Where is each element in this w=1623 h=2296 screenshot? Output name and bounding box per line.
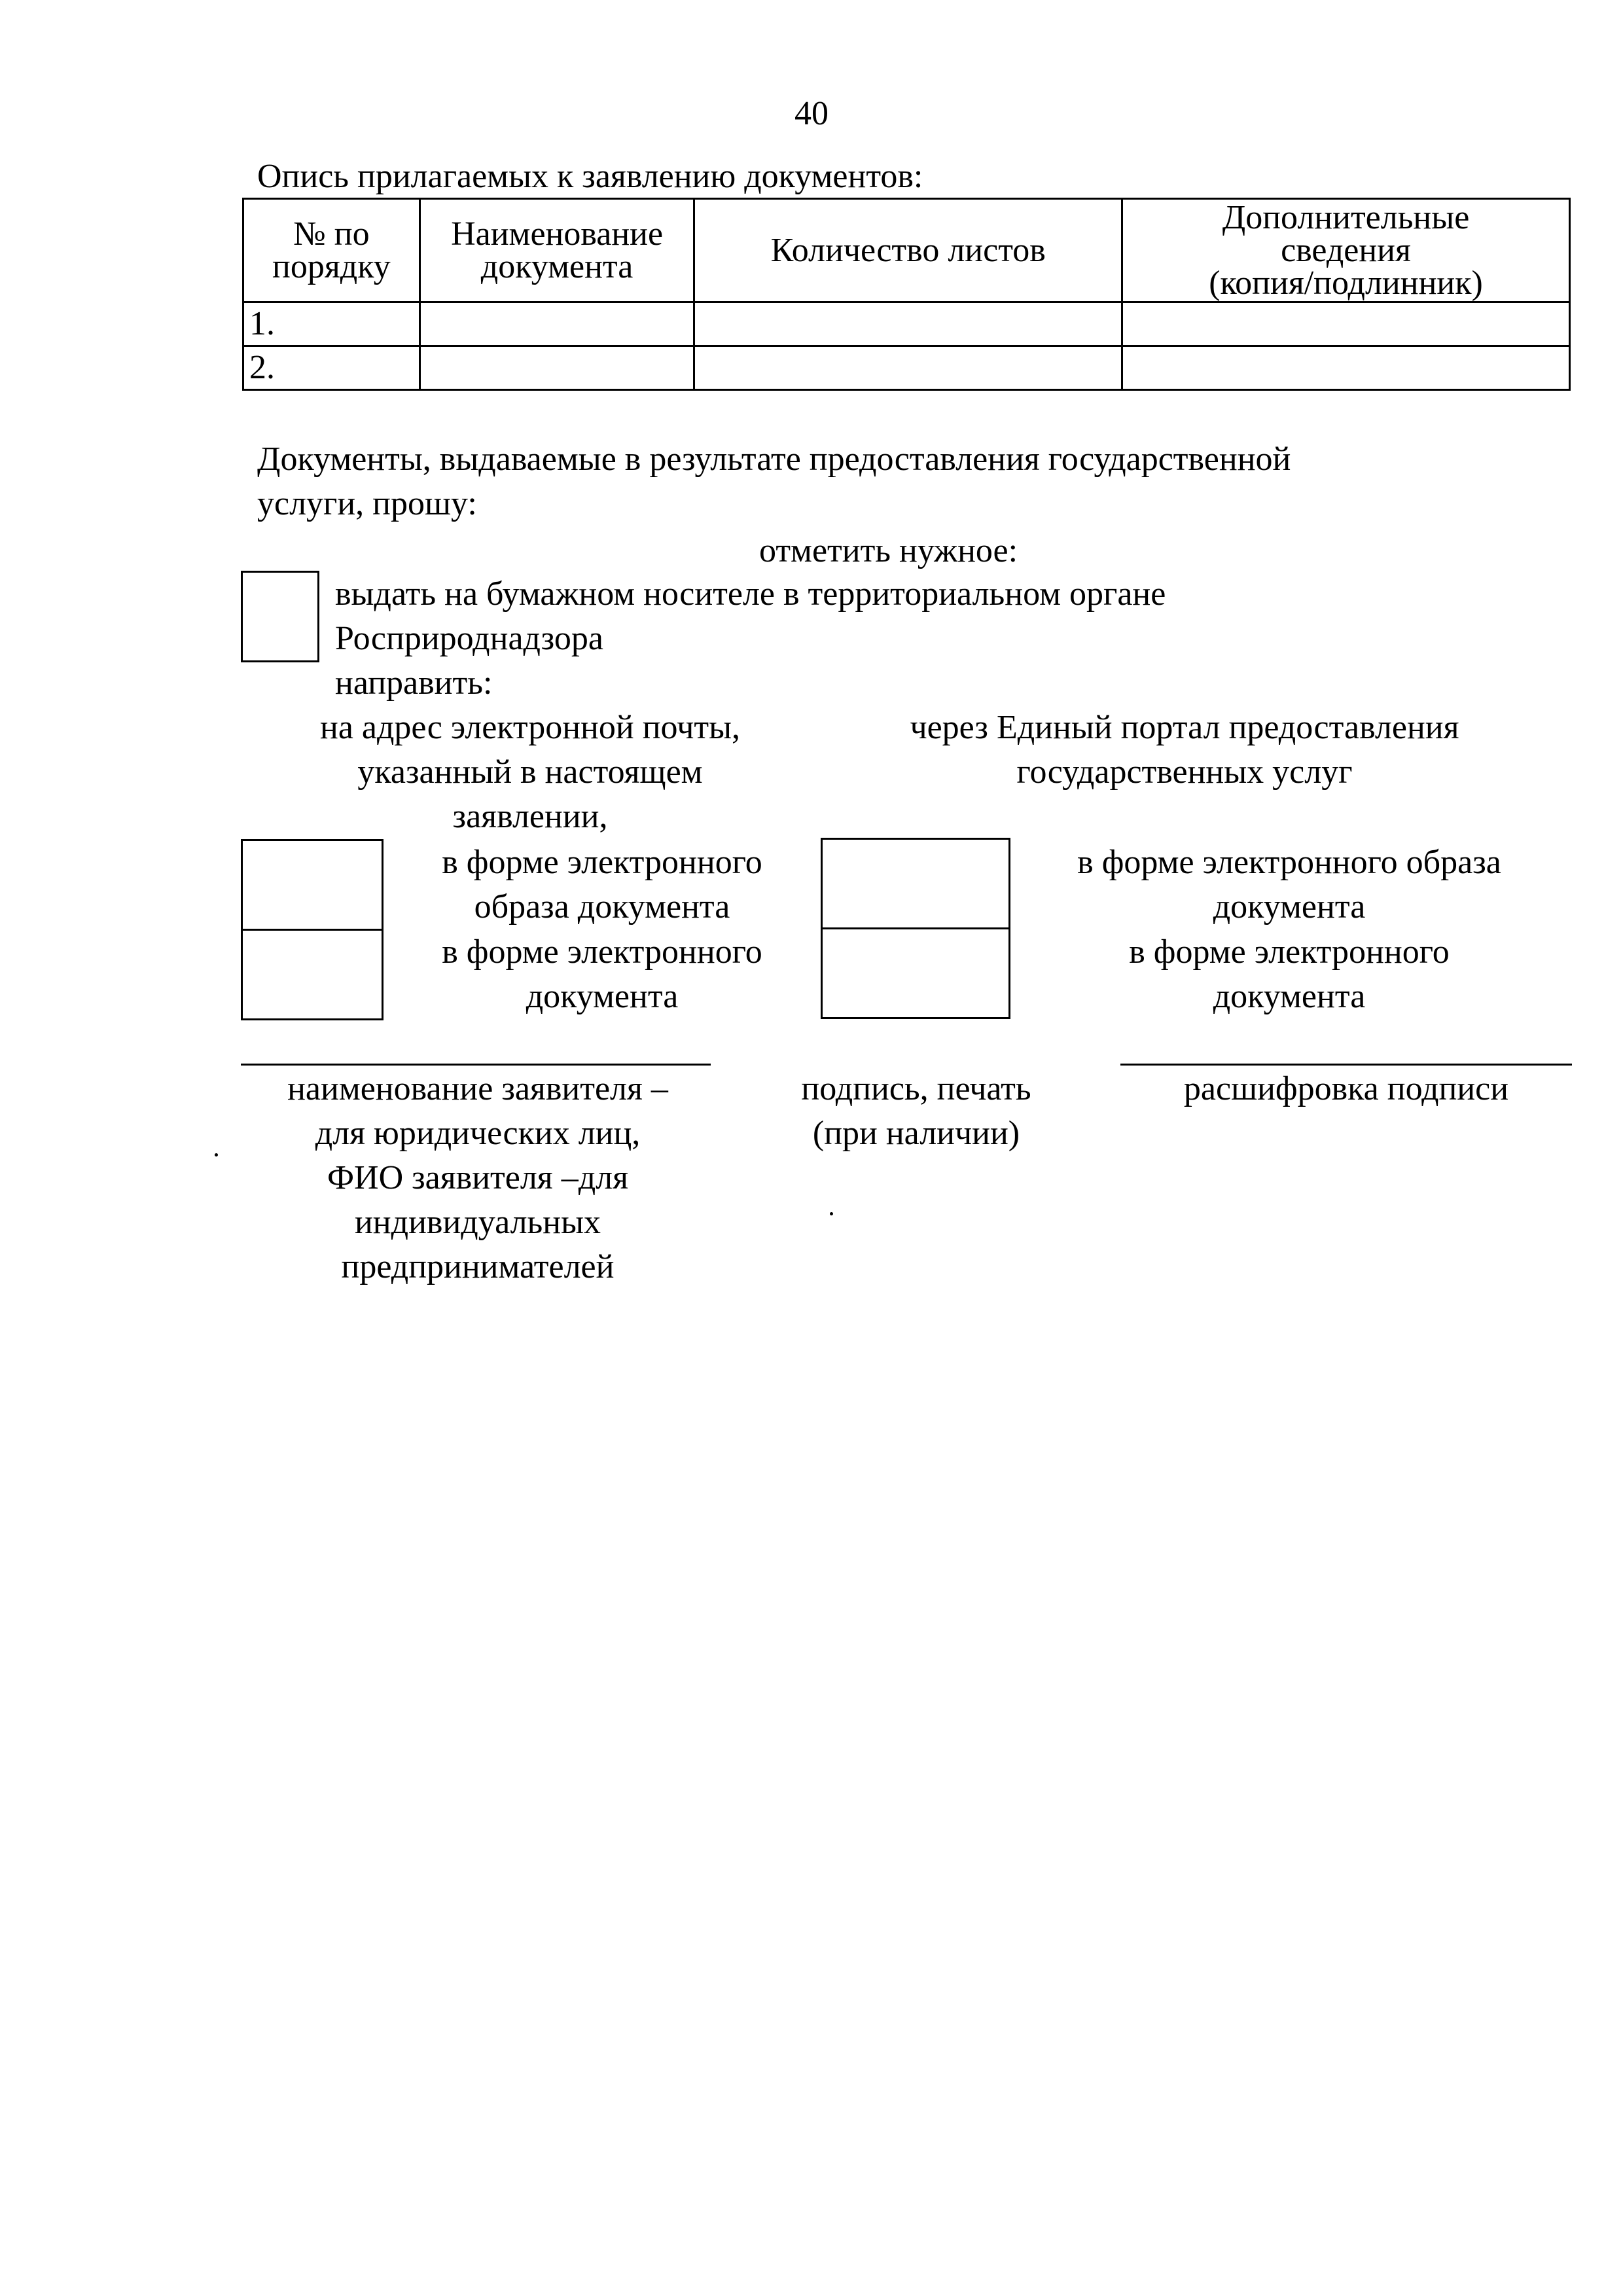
header-sheet-count: Количество листов: [694, 199, 1122, 302]
applicant-caption: наименование заявителя – для юридических лиц, ФИО заявителя –для индивидуальных предпринимателей: [287, 1070, 668, 1285]
row-extra-info[interactable]: [1122, 346, 1570, 390]
issuance-intro-line2: услуги, прошу:: [257, 485, 477, 522]
email-document-label: в форме электронного документа: [442, 933, 762, 1015]
table-row: [243, 346, 1570, 390]
portal-document-checkbox[interactable]: [821, 927, 1010, 1019]
row-doc-name[interactable]: [419, 302, 694, 346]
applicant-signature-line: [241, 1064, 711, 1066]
page-number: 40: [794, 95, 829, 132]
row-sheet-count[interactable]: [694, 302, 1122, 346]
scan-speck: [215, 1153, 218, 1157]
header-doc-name: Наименование документа: [419, 199, 694, 302]
row-number: 1.: [243, 302, 420, 346]
table-row: [243, 302, 1570, 346]
header-number: № по порядку: [243, 199, 420, 302]
scan-speck: [830, 1212, 833, 1215]
issuance-intro-line1: Документы, выдаваемые в результате предоставления государственной: [257, 440, 1291, 478]
row-sheet-count[interactable]: [694, 346, 1122, 390]
email-heading: на адрес электронной почты, указанный в настоящем заявлении,: [319, 709, 741, 835]
paper-option-checkbox[interactable]: [241, 571, 319, 662]
decode-caption: расшифровка подписи: [1183, 1070, 1509, 1107]
inventory-table: [242, 198, 1571, 391]
row-extra-info[interactable]: [1122, 302, 1570, 346]
email-image-label: в форме электронного образа документа: [442, 844, 762, 925]
inventory-title: Опись прилагаемых к заявлению документов:: [257, 158, 923, 195]
portal-heading: через Единый портал предоставления государственных услуг: [910, 709, 1459, 791]
header-extra-info: Дополнительные сведения (копия/подлинник): [1122, 199, 1570, 302]
decode-signature-line: [1120, 1064, 1572, 1066]
email-document-checkbox[interactable]: [241, 929, 383, 1020]
row-number: 2.: [243, 346, 420, 390]
table-header-row: [243, 199, 1570, 302]
paper-option-line2: Росприроднадзора: [335, 620, 603, 657]
portal-image-checkbox[interactable]: [821, 838, 1010, 929]
mark-needed-label: отметить нужное:: [759, 532, 1018, 569]
email-image-checkbox[interactable]: [241, 839, 383, 931]
sign-caption: подпись, печать (при наличии): [801, 1070, 1031, 1152]
paper-option-line1: выдать на бумажном носителе в территориальном органе: [335, 575, 1166, 613]
portal-document-label: в форме электронного документа: [1129, 933, 1450, 1015]
send-label: направить:: [335, 664, 493, 702]
portal-image-label: в форме электронного образа документа: [1077, 844, 1501, 925]
row-doc-name[interactable]: [419, 346, 694, 390]
